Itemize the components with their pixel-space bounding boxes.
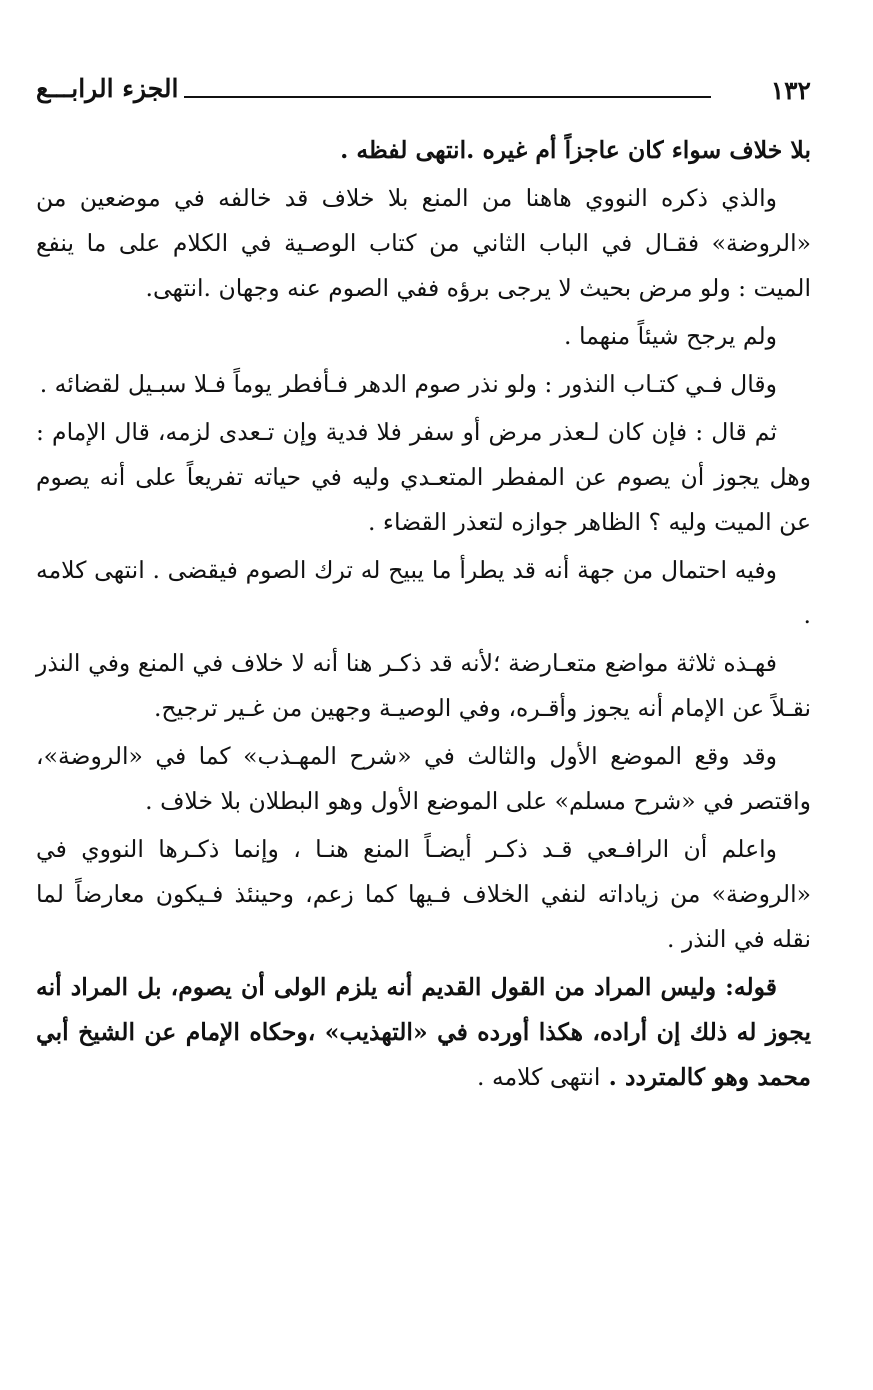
paragraph: [36, 827, 811, 962]
paragraph-text: واعلم أن الرافـعي قـد ذكـر أيضـاً المنع هنـا ، وإنما ذكـرها النووي في «الروضة» من زياداته لنفي الخلاف فـيها كما زعم، وحينئذ فـيكون معارضاً لما نقله في النذر .: [36, 835, 811, 953]
paragraph-text: والذي ذكره النووي هاهنا من المنع بلا خلاف قد خالفه في موضعين من «الروضة» فقـال في الباب الثاني من كتاب الوصـية في الكلام على ما ينفع الميت : ولو مرض بحيث لا يرجى برؤه ففي الصوم عنه وجهان .انتهى.: [36, 184, 811, 302]
paragraph-text: ولم يرجح شيئاً منهما .: [564, 322, 777, 350]
part-title: الجزء الرابـــع: [36, 74, 179, 103]
paragraph: [36, 641, 811, 731]
paragraph: [36, 965, 811, 1100]
paragraph-text: وفيه احتمال من جهة أنه قد يطرأ ما يبيح له ترك الصوم فيقضى . انتهى كلامه .: [36, 556, 811, 629]
paragraph: [36, 548, 811, 638]
paragraph-text: قوله: وليس المراد من القول القديم أنه يلزم الولى أن يصوم، بل المراد أنه يجوز له ذلك إن أراده، هكذا أورده في «التهذيب» ،وحكاه الإمام عن الشيخ أبي محمد وهو كالمتردد .: [36, 973, 811, 1091]
paragraph-text: بلا خلاف سواء كان عاجزاً أم غيره .انتهى لفظه .: [340, 136, 811, 164]
running-header: [36, 72, 811, 116]
paragraph-text: وقال فـي كتـاب النذور : ولو نذر صوم الدهر فـأفطر يوماً فـلا سبـيل لقضائه .: [39, 370, 777, 398]
page-number: ١٣٢: [770, 76, 811, 105]
paragraph: [36, 410, 811, 545]
paragraph: [36, 128, 811, 173]
paragraph: [36, 362, 811, 407]
paragraph-tail: انتهى كلامه .: [477, 1063, 601, 1091]
paragraph-text: ثم قال : فإن كان لـعذر مرض أو سفر فلا فدية وإن تـعدى لزمه، قال الإمام : وهل يجوز أن يصوم عن المفطر المتعـدي وليه في حياته تفريعاً على أنه يصوم عن الميت وليه ؟ الظاهر جوازه لتعذر القضاء .: [36, 418, 811, 536]
paragraph: [36, 314, 811, 359]
paragraph-text: وقد وقع الموضع الأول والثالث في «شرح المهـذب» كما في «الروضة»، واقتصر في «شرح مسلم» على الموضع الأول وهو البطلان بلا خلاف .: [36, 742, 811, 815]
body-text: [36, 128, 811, 1103]
paragraph-text: فهـذه ثلاثة مواضع متعـارضة ؛لأنه قد ذكـر هنا أنه لا خلاف في المنع وفي النذر نقـلاً عن الإمام أنه يجوز وأقـره، وفي الوصيـة وجهين من غـير ترجيح.: [36, 649, 811, 722]
paragraph: [36, 734, 811, 824]
header-rule: [184, 96, 711, 98]
paragraph: [36, 176, 811, 311]
